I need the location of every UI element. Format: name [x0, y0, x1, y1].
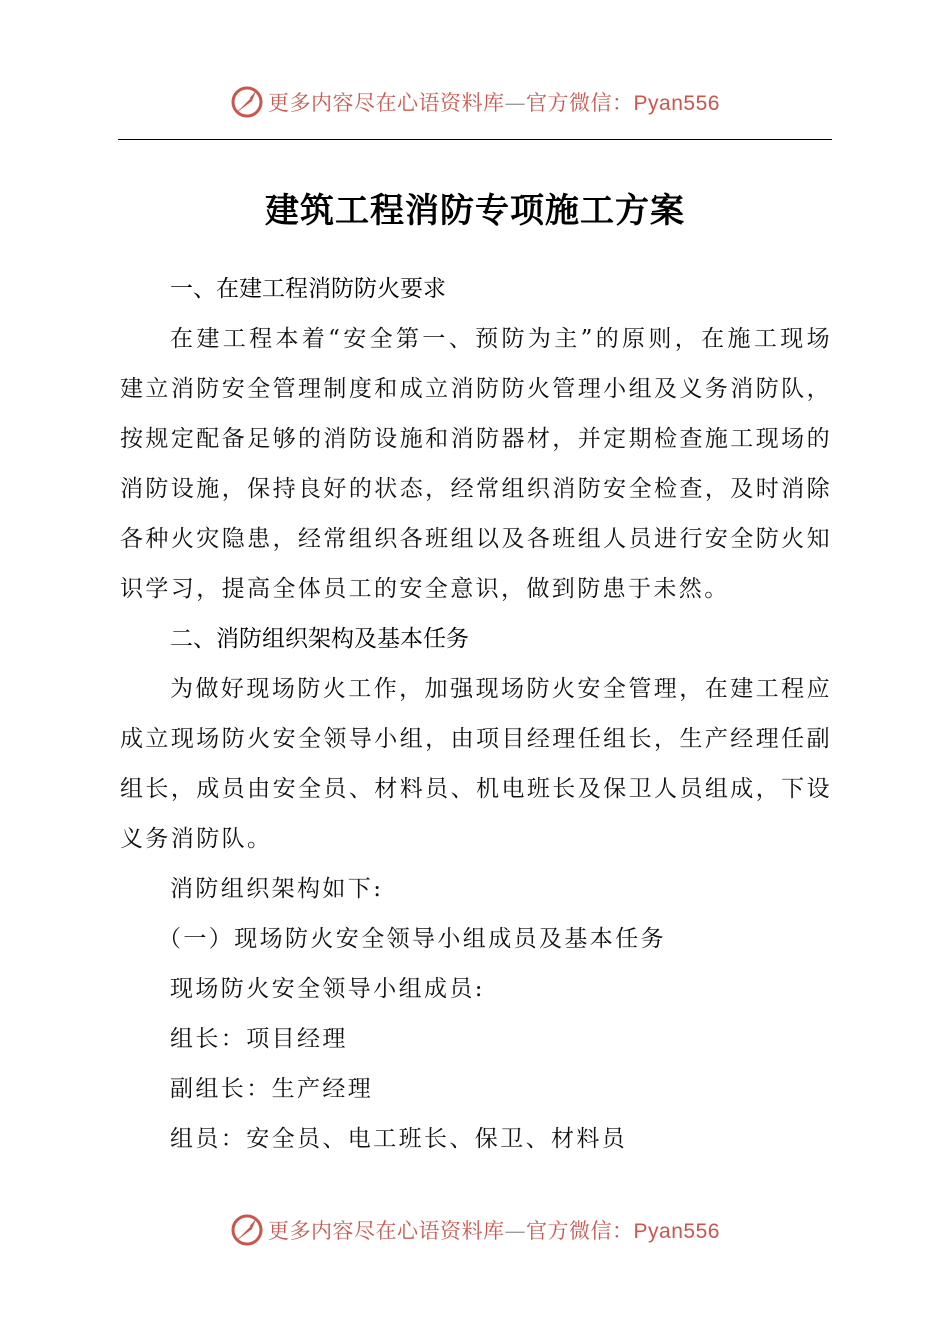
section-2-heading: 二、消防组织架构及基本任务: [170, 626, 469, 652]
members-line: 组员：安全员、电工班长、保卫、材料员: [170, 1126, 628, 1152]
watermark-text: 更多内容尽在心语资料库—官方微信：Pyan556: [268, 91, 720, 115]
document-body: [120, 264, 832, 1164]
deputy-leader-line: 副组长：生产经理: [170, 1076, 374, 1102]
header-watermark: [0, 82, 950, 122]
members-intro: 现场防火安全领导小组成员:: [170, 976, 485, 1002]
org-structure-intro: 消防组织架构如下:: [170, 876, 384, 902]
subsection-1-heading: （一）现场防火安全领导小组成员及基本任务: [158, 926, 666, 952]
section-1-heading: 一、在建工程消防防火要求: [170, 276, 446, 302]
quill-logo-icon: [230, 85, 264, 119]
watermark-text: 更多内容尽在心语资料库—官方微信：Pyan556: [268, 1219, 720, 1243]
leader-line: 组长：项目经理: [170, 1026, 348, 1052]
section-2-paragraph: 为做好现场防火工作，加强现场防火安全管理，在建工程应成立现场防火安全领导小组，由项目经理任组长，生产经理任副组长，成员由安全员、材料员、机电班长及保卫人员组成，下设义务消防队。: [120, 676, 832, 852]
section-1-paragraph: 在建工程本着“安全第一、预防为主”的原则，在施工现场建立消防安全管理制度和成立消防防火管理小组及义务消防队，按规定配备足够的消防设施和消防器材，并定期检查施工现场的消防设施，保持良好的状态，经常组织消防安全检查，及时消除各种火灾隐患，经常组织各班组以及各班组人员进行安全防火知识学习，提高全体员工的安全意识，做到防患于未然。: [120, 326, 832, 602]
header-divider: [118, 139, 832, 140]
footer-watermark: [0, 1210, 950, 1250]
document-title: 建筑工程消防专项施工方案: [265, 191, 685, 231]
quill-logo-icon: [230, 1213, 264, 1247]
